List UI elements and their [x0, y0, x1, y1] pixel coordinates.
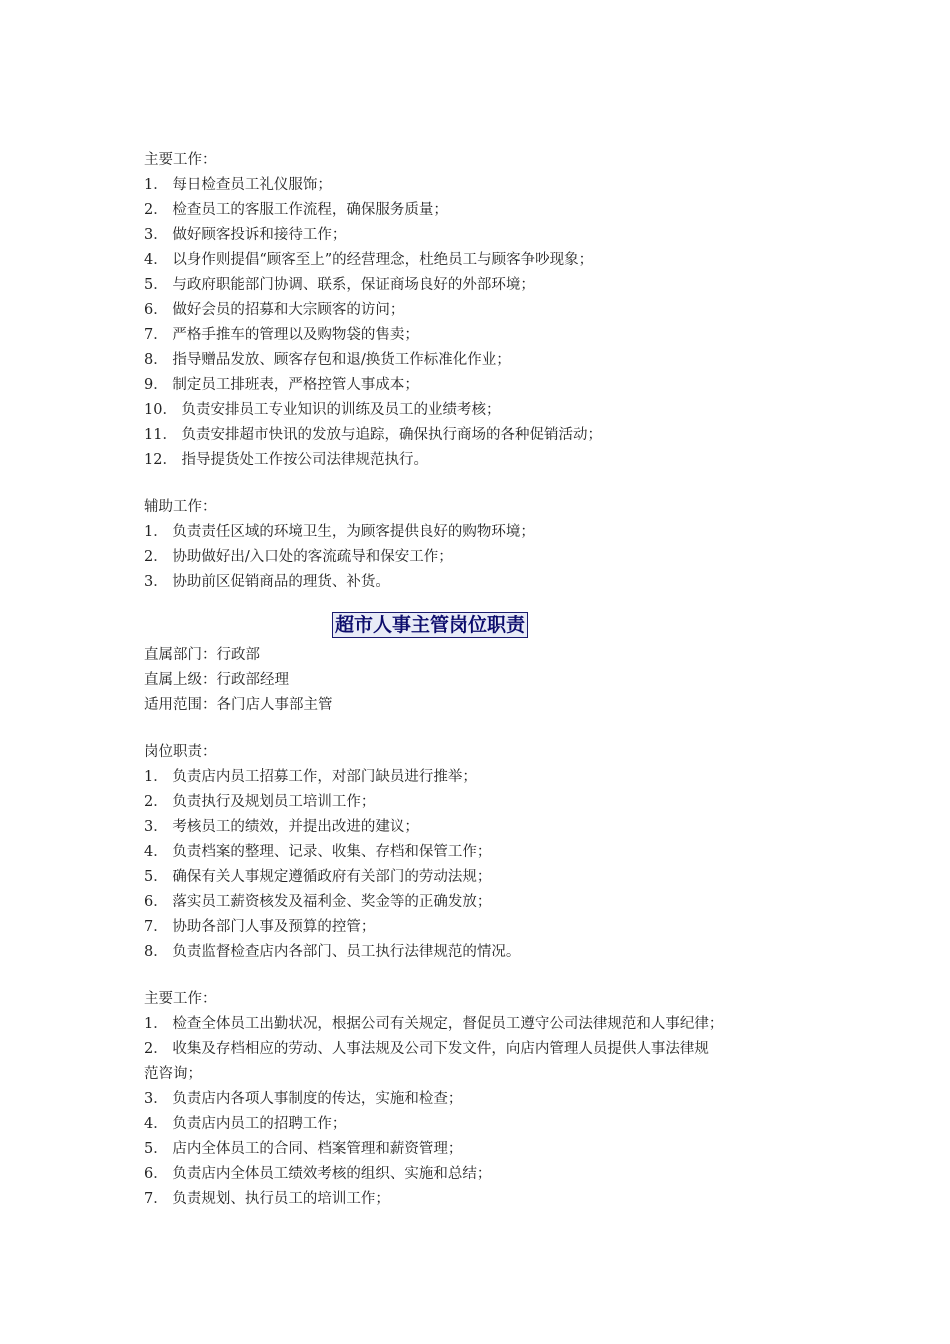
list-item: 8． 负责监督检查店内各部门、员工执行法律规范的情况。 — [144, 944, 521, 960]
list-item: 3． 协助前区促销商品的理货、补货。 — [144, 574, 390, 590]
list-item: 6． 落实员工薪资核发及福利金、奖金等的正确发放； — [144, 894, 492, 910]
meta-department: 直属部门：行政部 — [144, 647, 260, 663]
list-item: 6． 负责店内全体员工绩效考核的组织、实施和总结； — [144, 1166, 492, 1182]
list-item: 3． 考核员工的绩效，并提出改进的建议； — [144, 819, 419, 835]
list-item: 1． 检查全体员工出勤状况，根据公司有关规定，督促员工遵守公司法律规范和人事纪律； — [144, 1016, 724, 1032]
list-item: 7． 协助各部门人事及预算的控管； — [144, 919, 376, 935]
list-item: 11． 负责安排超市快讯的发放与追踪，确保执行商场的各种促销活动； — [144, 427, 603, 443]
list-item: 4． 以身作则提倡“顾客至上”的经营理念，杜绝员工与顾客争吵现象； — [144, 252, 594, 268]
list-item: 1． 负责店内员工招募工作，对部门缺员进行推举； — [144, 769, 477, 785]
list-item: 5． 与政府职能部门协调、联系，保证商场良好的外部环境； — [144, 277, 535, 293]
list-item: 5． 确保有关人事规定遵循政府有关部门的劳动法规； — [144, 869, 492, 885]
list-item: 10． 负责安排员工专业知识的训练及员工的业绩考核； — [144, 402, 501, 418]
list-item-continuation: 范咨询； — [144, 1066, 202, 1082]
list-item: 12． 指导提货处工作按公司法律规范执行。 — [144, 452, 429, 468]
list-item: 1． 负责责任区域的环境卫生，为顾客提供良好的购物环境； — [144, 524, 535, 540]
list-item: 7． 严格手推车的管理以及购物袋的售卖； — [144, 327, 419, 343]
list-item: 1． 每日检查员工礼仪服饰； — [144, 177, 332, 193]
main-work-list — [144, 173, 824, 473]
list-item: 2． 检查员工的客服工作流程，确保服务质量； — [144, 202, 448, 218]
list-item: 3． 做好顾客投诉和接待工作； — [144, 227, 347, 243]
main-work-list-2 — [144, 1012, 824, 1212]
list-item: 4． 负责档案的整理、记录、收集、存档和保管工作； — [144, 844, 492, 860]
spacer — [144, 718, 824, 740]
list-item: 7． 负责规划、执行员工的培训工作； — [144, 1191, 390, 1207]
main-work-heading: 主要工作： — [144, 152, 217, 168]
spacer — [144, 473, 824, 495]
list-item: 8． 指导赠品发放、顾客存包和退/换货工作标准化作业； — [144, 352, 511, 368]
document-title: 超市人事主管岗位职责 — [332, 612, 528, 638]
spacer — [144, 965, 824, 987]
list-item: 2． 协助做好出/入口处的客流疏导和保安工作； — [144, 549, 453, 565]
list-item: 6． 做好会员的招募和大宗顾客的访问； — [144, 302, 405, 318]
meta-scope: 适用范围：各门店人事部主管 — [144, 697, 333, 713]
list-item: 9． 制定员工排班表，严格控管人事成本； — [144, 377, 419, 393]
list-item: 3． 负责店内各项人事制度的传达，实施和检查； — [144, 1091, 463, 1107]
assist-work-list — [144, 520, 824, 595]
title-row — [144, 609, 716, 643]
duties-heading: 岗位职责： — [144, 744, 217, 760]
spacer — [144, 595, 824, 609]
meta-superior: 直属上级：行政部经理 — [144, 672, 289, 688]
duties-list — [144, 765, 824, 965]
assist-work-heading: 辅助工作： — [144, 499, 217, 515]
list-item: 2． 收集及存档相应的劳动、人事法规及公司下发文件，向店内管理人员提供人事法律规 — [144, 1041, 709, 1057]
document-page — [144, 148, 824, 1212]
list-item: 5． 店内全体员工的合同、档案管理和薪资管理； — [144, 1141, 463, 1157]
list-item: 4． 负责店内员工的招聘工作； — [144, 1116, 347, 1132]
main-work-heading-2: 主要工作： — [144, 991, 217, 1007]
list-item: 2． 负责执行及规划员工培训工作； — [144, 794, 376, 810]
